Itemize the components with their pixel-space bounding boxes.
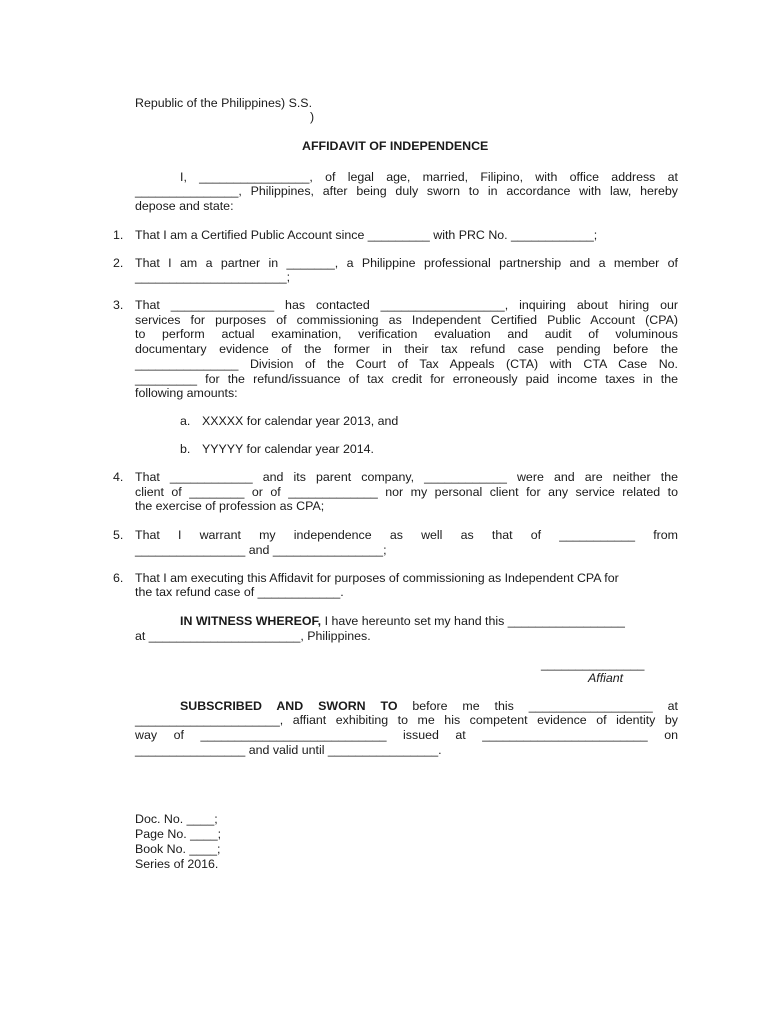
jurat-line-1: [180, 699, 678, 713]
page-no: Page No. ____;: [135, 827, 222, 841]
item-number: 1.: [113, 228, 124, 242]
jurat-line-3: way of ___________________________ issued at ________________________ on: [135, 728, 678, 742]
item-6-line-1: That I am executing this Affidavit for purposes of commissioning as Independent CPA for: [135, 571, 619, 585]
jurat-heading: SUBSCRIBED AND SWORN TO: [180, 699, 398, 713]
subitem-letter: b.: [180, 442, 191, 456]
item-6-line-2: the tax refund case of ____________.: [135, 585, 344, 599]
item-2-line-1: That I am a partner in _______, a Philippine professional partnership and a member of: [135, 256, 678, 270]
item-4-line-3: the exercise of profession as CPA;: [135, 499, 325, 513]
item-number: 4.: [113, 470, 124, 484]
subitem-text: XXXXX for calendar year 2013, and: [202, 414, 399, 428]
item-4-line-1: That ____________ and its parent company, ____________ were and are neither the: [135, 470, 678, 484]
witness-heading: IN WITNESS WHEREOF,: [180, 614, 322, 628]
item-3-line-4: documentary evidence of the former in their tax refund case pending before the: [135, 342, 678, 356]
jurat-line-2: _____________________, affiant exhibiting to me his competent evidence of identity by: [135, 713, 678, 727]
book-no: Book No. ____;: [135, 842, 221, 856]
venue-paren: ): [310, 110, 315, 124]
affiant-signature-line: _______________: [541, 657, 645, 671]
item-5-line-2: ________________ and ________________;: [135, 543, 387, 557]
witness-line-1: [180, 614, 625, 628]
item-number: 3.: [113, 298, 124, 312]
jurat-text: before me this __________________ at: [397, 699, 678, 713]
item-4-line-2: client of ________ or of _____________ nor my personal client for any service related to: [135, 485, 678, 499]
venue-line: Republic of the Philippines) S.S.: [135, 96, 313, 110]
subitem-letter: a.: [180, 414, 191, 428]
subitem-text: YYYYY for calendar year 2014.: [202, 442, 374, 456]
jurat-line-4: ________________ and valid until ________________.: [135, 743, 442, 757]
item-3-line-2: services for purposes of commissioning as Independent Certified Public Account (CPA): [135, 313, 678, 327]
intro-line-3: depose and state:: [135, 199, 234, 213]
item-3-line-5: _______________ Division of the Court of Tax Appeals (CTA) with CTA Case No.: [135, 357, 678, 371]
item-3-line-7: following amounts:: [135, 386, 238, 400]
item-number: 6.: [113, 571, 124, 585]
document-title: AFFIDAVIT OF INDEPENDENCE: [302, 139, 489, 153]
item-2-line-2: ______________________;: [135, 270, 291, 284]
doc-no: Doc. No. ____;: [135, 812, 218, 826]
item-5-line-1: That I warrant my independence as well as that of ___________ from: [135, 528, 678, 542]
item-3-line-6: _________ for the refund/issuance of tax credit for erroneously paid income taxes in the: [135, 372, 678, 386]
affiant-label: Affiant: [588, 671, 624, 685]
item-3-line-1: That _______________ has contacted __________________, inquiring about hiring our: [135, 298, 678, 312]
intro-line-1: I, ________________, of legal age, married, Filipino, with office address at: [180, 170, 678, 184]
series-year: Series of 2016.: [135, 857, 219, 871]
intro-line-2: _______________, Philippines, after being duly sworn to in accordance with law, hereby: [135, 184, 678, 198]
item-3-line-3: to perform actual examination, verification evaluation and audit of voluminous: [135, 327, 678, 341]
witness-text: I have hereunto set my hand this _________________: [321, 614, 625, 628]
witness-line-2: at ______________________, Philippines.: [135, 629, 371, 643]
item-number: 2.: [113, 256, 124, 270]
item-1-line: That I am a Certified Public Account since _________ with PRC No. ____________;: [135, 228, 598, 242]
item-number: 5.: [113, 528, 124, 542]
